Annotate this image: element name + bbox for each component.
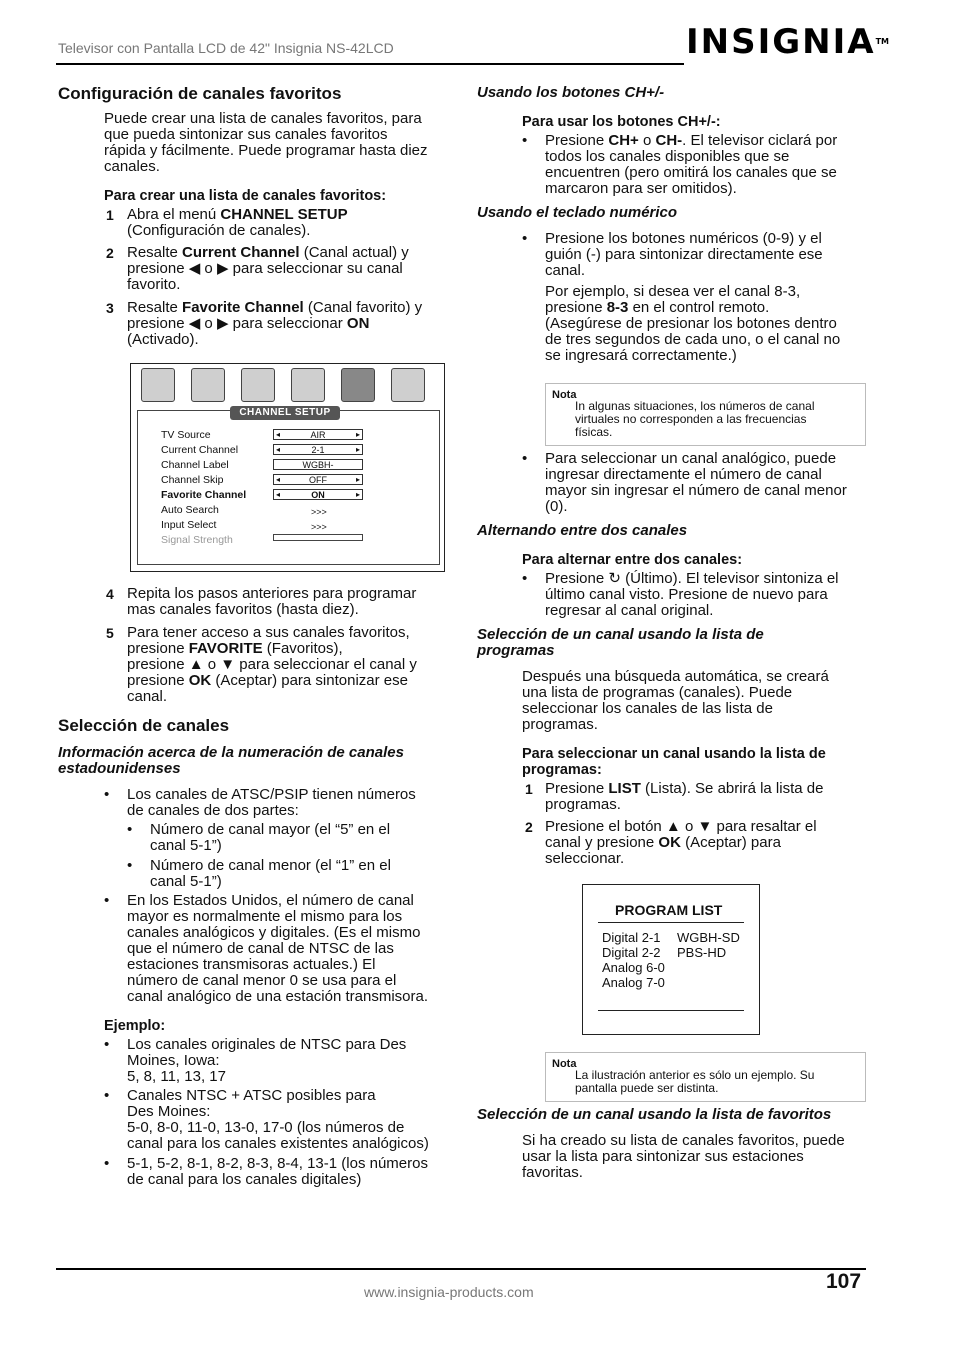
program-list-rule <box>598 922 744 923</box>
note-title: Nota <box>552 389 577 401</box>
subheading-keypad: Usando el teclado numérico <box>477 204 678 221</box>
picture-menu-icon <box>141 368 175 402</box>
example-2: Canales NTSC + ATSC posibles para Des Moines: 5-0, 8-0, 11-0, 13-0, 17-0 (los números de canal para los canales existentes analógicos) <box>127 1087 429 1152</box>
program-channel: Digital 2-1 <box>602 930 661 945</box>
channel-setup-banner: CHANNEL SETUP <box>230 406 340 420</box>
left-arrow-icon: ◀ <box>188 260 201 277</box>
alternating-bullet: Presione ↻ (Último). El televisor sintoniza el último canal visto. Presione de nuevo para regresar al canal original. <box>545 570 839 619</box>
channel-setup-label: Auto Search <box>161 504 219 516</box>
right-arrow-icon: ▸ <box>355 490 360 499</box>
keypad-example: Por ejemplo, si desea ver el canal 8-3, presione 8-3 en el control remoto. (Asegúrese de presionar los botones dentro de tres segundos de cada uno, o el canal no se ingresará correctamente.) <box>545 283 841 364</box>
up-arrow-icon: ▲ <box>665 818 681 835</box>
program-station: WGBH-SD <box>677 930 740 945</box>
right-arrow-icon: ▶ <box>216 260 229 277</box>
signal-strength-bar <box>273 534 363 541</box>
footer-url: www.insignia-products.com <box>364 1284 534 1300</box>
step-2-text: Resalte Current Channel (Canal actual) y presione ◀ o ▶ para seleccionar su canal favorito. <box>127 244 409 293</box>
program-list-intro: Después una búsqueda automática, se creará una lista de programas (canales). Puede seleccionar los canales de las lista de programas. <box>522 668 829 733</box>
channel-setup-label: Favorite Channel <box>161 489 247 501</box>
example-3: 5-1, 5-2, 8-1, 8-2, 8-3, 8-4, 13-1 (los números de canal para los canales digitales) <box>127 1155 428 1188</box>
section-heading-favorites: Configuración de canales favoritos <box>58 84 342 103</box>
channel-setup-label: Channel Label <box>161 459 229 471</box>
channel-setup-label: Input Select <box>161 519 217 531</box>
program-channel: Digital 2-2 <box>602 945 661 960</box>
channel-setup-value: >>> <box>311 522 327 532</box>
left-arrow-icon: ◀ <box>188 315 201 332</box>
left-arrow-icon: ◂ <box>276 430 281 439</box>
step-number: 1 <box>525 781 533 797</box>
channel-setup-label: TV Source <box>161 429 211 441</box>
note-text: In algunas situaciones, los números de canal virtuales no corresponden a las frecuencias físicas. <box>575 399 815 439</box>
step-5-text: Para tener acceso a sus canales favoritos, presione FAVORITE (Favoritos), presione ▲ o ▼ para seleccionar el canal y presione OK (Aceptar) para sintonizar ese canal. <box>127 624 417 705</box>
channel-menu-icon <box>341 368 375 402</box>
step-3-text: Resalte Favorite Channel (Canal favorito) y presione ◀ o ▶ para seleccionar ON (Activado). <box>127 299 423 348</box>
right-arrow-icon: ▸ <box>355 475 360 484</box>
step-number: 2 <box>106 245 114 261</box>
program-list-title: PROGRAM LIST <box>615 902 723 918</box>
program-list-step-1: Presione LIST (Lista). Se abrirá la lista de programas. <box>545 780 824 813</box>
step-4-text: Repita los pasos anteriores para programar mas canales favoritos (hasta diez). <box>127 585 417 618</box>
favorites-intro: Puede crear una lista de canales favoritos, para que pueda sintonizar sus canales favoritos rápida y fácilmente. Puede programar hasta diez canales. <box>104 110 428 175</box>
right-arrow-icon: ▸ <box>355 430 360 439</box>
channel-setup-value: ◂ ▸ ON <box>273 489 363 500</box>
left-arrow-icon: ◂ <box>276 445 281 454</box>
step-number: 2 <box>525 819 533 835</box>
right-arrow-icon: ▸ <box>355 445 360 454</box>
program-list-step-2: Presione el botón ▲ o ▼ para resaltar el canal y presione OK (Aceptar) para seleccionar. <box>545 818 817 867</box>
bullet-us: En los Estados Unidos, el número de canal mayor es normalmente el mismo para los canales analógicos y digitales. (Es el mismo que el número de canal de NTSC de las estaciones transmisoras actuales.) El número de canal menor 0 se usa para el canal analógico de una estación transmisora. <box>127 892 429 1005</box>
right-arrow-icon: ▶ <box>216 315 229 332</box>
program-station: PBS-HD <box>677 945 727 960</box>
program-list-heading: Para seleccionar un canal usando la lista de programas: <box>522 746 826 778</box>
step-number: 3 <box>106 300 114 316</box>
program-list-illustration <box>582 884 760 1035</box>
channel-setup-label: Channel Skip <box>161 474 224 486</box>
ch-buttons-bullet: Presione CH+ o CH-. El televisor ciclará por todos los canales disponibles que se encuentren (pero omitirá los canales que se marcaron para ser omitidos). <box>545 132 838 197</box>
page-number: 107 <box>826 1270 862 1293</box>
analog-bullet: Para seleccionar un canal analógico, puede ingresar directamente el número de canal mayor sin ingresar el número de canal menor (0). <box>545 450 847 515</box>
subheading-program-list: Selección de un canal usando la lista de programas <box>477 626 764 659</box>
help-menu-icon <box>391 368 425 402</box>
sub-bullet-major: Número de canal mayor (el “5” en el canal 5-1”) <box>150 821 391 854</box>
channel-setup-value: ◂ ▸ 2-1 <box>273 444 363 455</box>
down-arrow-icon: ▼ <box>697 818 713 835</box>
keypad-bullet: Presione los botones numéricos (0-9) y el guión (-) para sintonizar directamente ese canal. <box>545 230 823 279</box>
running-header: Televisor con Pantalla LCD de 42" Insignia NS-42LCD <box>58 40 394 56</box>
footer-rule <box>56 1268 866 1270</box>
audio-menu-icon <box>241 368 275 402</box>
subheading-favorites-list: Selección de un canal usando la lista de favoritos <box>477 1106 832 1123</box>
section-heading-channels: Selección de canales <box>58 716 230 735</box>
pip-menu-icon <box>191 368 225 402</box>
ch-buttons-heading: Para usar los botones CH+/-: <box>522 114 721 130</box>
program-channel: Analog 7-0 <box>602 975 665 990</box>
channel-setup-value: >>> <box>311 507 327 517</box>
program-list-rule <box>598 1010 744 1011</box>
subheading-alternating: Alternando entre dos canales <box>477 522 688 539</box>
channel-setup-value: ◂ ▸ OFF <box>273 474 363 485</box>
step-number: 1 <box>106 207 114 223</box>
header-rule <box>56 63 684 65</box>
sub-bullet-minor: Número de canal menor (el “1” en el canal 5-1”) <box>150 857 391 890</box>
note-box <box>545 383 866 446</box>
left-arrow-icon: ◂ <box>276 490 281 499</box>
favorites-steps-heading: Para crear una lista de canales favoritos: <box>104 188 387 204</box>
channel-setup-label: Signal Strength <box>161 534 233 546</box>
favorites-list-text: Si ha creado su lista de canales favoritos, puede usar la lista para sintonizar sus estaciones favoritas. <box>522 1132 845 1181</box>
settings-menu-icon <box>291 368 325 402</box>
example-1: Los canales originales de NTSC para Des Moines, Iowa: 5, 8, 11, 13, 17 <box>127 1036 407 1085</box>
left-arrow-icon: ◂ <box>276 475 281 484</box>
channel-setup-label: Current Channel <box>161 444 239 456</box>
program-channel: Analog 6-0 <box>602 960 665 975</box>
channel-setup-value: ◂ ▸ AIR <box>273 429 363 440</box>
recall-icon: ↻ <box>608 570 621 587</box>
note-box <box>545 1052 866 1102</box>
note-text: La ilustración anterior es sólo un ejemplo. Su pantalla puede ser distinta. <box>575 1068 815 1095</box>
bullet-atsc: Los canales de ATSC/PSIP tienen números de canales de dos partes: <box>127 786 416 819</box>
subheading-ch-buttons: Usando los botones CH+/- <box>477 84 665 101</box>
insignia-logo: INSIGNIA™ <box>686 22 889 62</box>
down-arrow-icon: ▼ <box>220 656 236 673</box>
alternating-heading: Para alternar entre dos canales: <box>522 552 743 568</box>
note-title: Nota <box>552 1058 577 1070</box>
step-number: 4 <box>106 586 114 602</box>
menu-icon-bar <box>137 368 440 408</box>
subheading-numbering: Información acerca de la numeración de canales estadounidenses <box>58 744 404 777</box>
up-arrow-icon: ▲ <box>188 656 204 673</box>
step-1-text: Abra el menú CHANNEL SETUP (Configuración de canales). <box>127 206 348 239</box>
step-number: 5 <box>106 625 114 641</box>
example-heading: Ejemplo: <box>104 1018 166 1034</box>
channel-setup-value: WGBH- <box>273 459 363 470</box>
